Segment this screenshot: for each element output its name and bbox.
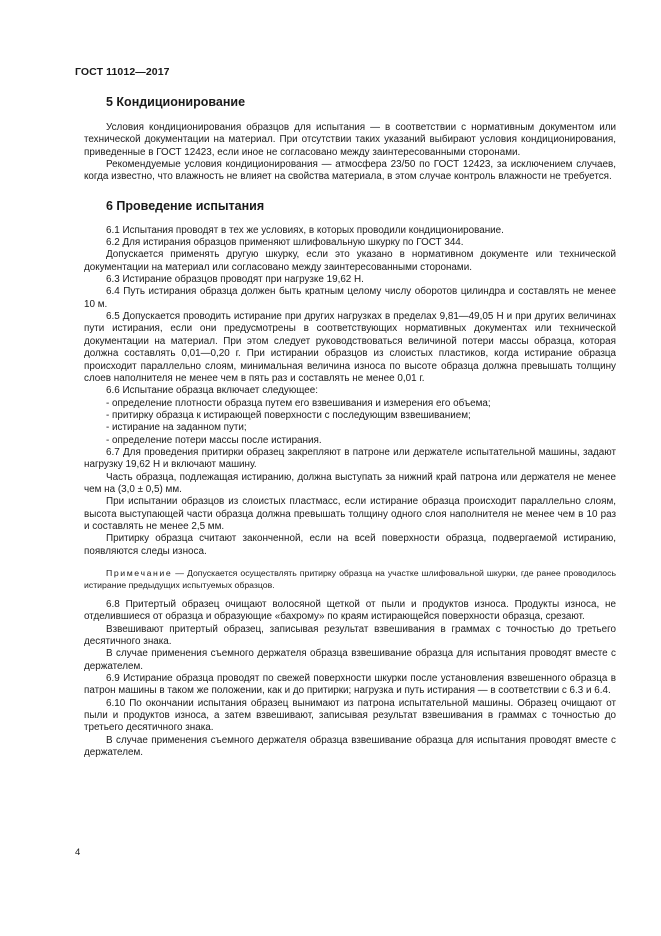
note-label: Примечание xyxy=(106,568,173,578)
paragraph: 6.10 По окончании испытания образец вынимают из патрона испытательной машины. Образец очищают от пыли и продуктов износа, а затем взвешивают, записывая результат взвешивания в граммах с точностью до третьего десятичного знака. xyxy=(84,697,616,734)
paragraph: Рекомендуемые условия кондиционирования — атмосфера 23/50 по ГОСТ 12423, за исключением случаев, когда известно, что влажность не влияет на свойства материала, в этом случае контроль влажности не требуется. xyxy=(84,159,616,183)
paragraph: Допускается применять другую шкурку, если это указано в нормативном документе или технической документации на материал или согласовано между заинтересованными сторонами. xyxy=(84,249,616,273)
paragraph: Притирку образца считают законченной, если на всей поверхности образца, подвергаемой истиранию, появляются следы износа. xyxy=(84,533,616,557)
paragraph: Часть образца, подлежащая истиранию, должна выступать за нижний край патрона или держателя не менее чем на (3,0 ± 0,5) мм. xyxy=(84,471,616,495)
list-item: - истирание на заданном пути; xyxy=(106,422,247,434)
paragraph: 6.6 Испытание образца включает следующее: xyxy=(106,385,319,397)
paragraph: 6.2 Для истирания образцов применяют шлифовальную шкурку по ГОСТ 344. xyxy=(106,237,464,249)
paragraph: 6.4 Путь истирания образца должен быть кратным целому числу оборотов цилиндра и составлять не менее 10 м. xyxy=(84,286,616,310)
note xyxy=(84,567,616,591)
paragraph: 6.9 Истирание образца проводят по свежей поверхности шкурки после установления взвешенного образца в патрон машины в таком же положении, как и до притирки; нагрузка и путь истирания — в соответствии с 6.3 и 6.4. xyxy=(84,673,616,697)
paragraph: 6.7 Для проведения притирки образец закрепляют в патроне или держателе испытательной машины, задают нагрузку 19,62 Н и включают машину. xyxy=(84,446,616,471)
list-item: - определение плотности образца путем его взвешивания и измерения его объема; xyxy=(106,397,491,409)
document-header: ГОСТ 11012—2017 xyxy=(75,66,170,78)
section-6-title: 6 Проведение испытания xyxy=(106,198,265,213)
paragraph: Взвешивают притертый образец, записывая результат взвешивания в граммах с точностью до третьего десятичного знака. xyxy=(84,623,616,648)
section-5-title: 5 Кондиционирование xyxy=(106,95,246,109)
page-number: 4 xyxy=(75,847,81,858)
note-text: — Допускается осуществлять притирку образца на участке шлифовальной шкурки, где ранее проводилось истирание предыдущих испытуемых образцов. xyxy=(84,568,616,590)
list-item: - определение потери массы после истирания. xyxy=(106,434,322,446)
paragraph: 6.5 Допускается проводить истирание при других нагрузках в пределах 9,81—49,05 Н и при других величинах пути истирания, если они предусмотрены в соответствующих нормативных документах или технической документации на материал. При этом следует руководствоваться величиной потери массы образца, которая должна составлять 0,01—0,20 г. При истирании образцов из слоистых пластиков, когда истирание образца происходит параллельно слоям, минимальная величина износа по высоте образца должна превышать толщину слоев наполнителя не менее чем в пять раз и составлять не менее 0,01 г. xyxy=(84,311,616,384)
paragraph: 6.8 Притертый образец очищают волосяной щеткой от пыли и продуктов износа. Продукты износа, не отделившиеся от образца и образующие «бахрому» по краям истирающейся поверхности образца, срезают. xyxy=(84,599,616,623)
paragraph: 6.1 Испытания проводят в тех же условиях, в которых проводили кондиционирование. xyxy=(106,224,504,236)
paragraph: В случае применения съемного держателя образца взвешивание образца для испытания проводят вместе с держателем. xyxy=(84,734,616,759)
list-item: - притирку образца к истирающей поверхности с последующим взвешиванием; xyxy=(106,409,471,421)
paragraph: 6.3 Истирание образцов проводят при нагрузке 19,62 Н. xyxy=(106,274,364,286)
document-body xyxy=(84,93,616,759)
paragraph: При испытании образцов из слоистых пластмасс, если истирание образца происходит параллельно слоям, высота выступающей части образца должна превышать толщину одного слоя наполнителя не менее чем в 10 раз и составлять не менее 2,5 мм. xyxy=(84,496,616,532)
paragraph: Условия кондиционирования образцов для испытания — в соответствии с нормативным документом или технической документации на материал. При отсутствии таких указаний выбирают условия кондиционирования, приведенные в ГОСТ 12423, если иное не согласовано между заинтересованными сторонами. xyxy=(84,122,616,158)
paragraph: В случае применения съемного держателя образца взвешивание образца для испытания проводят вместе с держателем. xyxy=(84,648,616,672)
